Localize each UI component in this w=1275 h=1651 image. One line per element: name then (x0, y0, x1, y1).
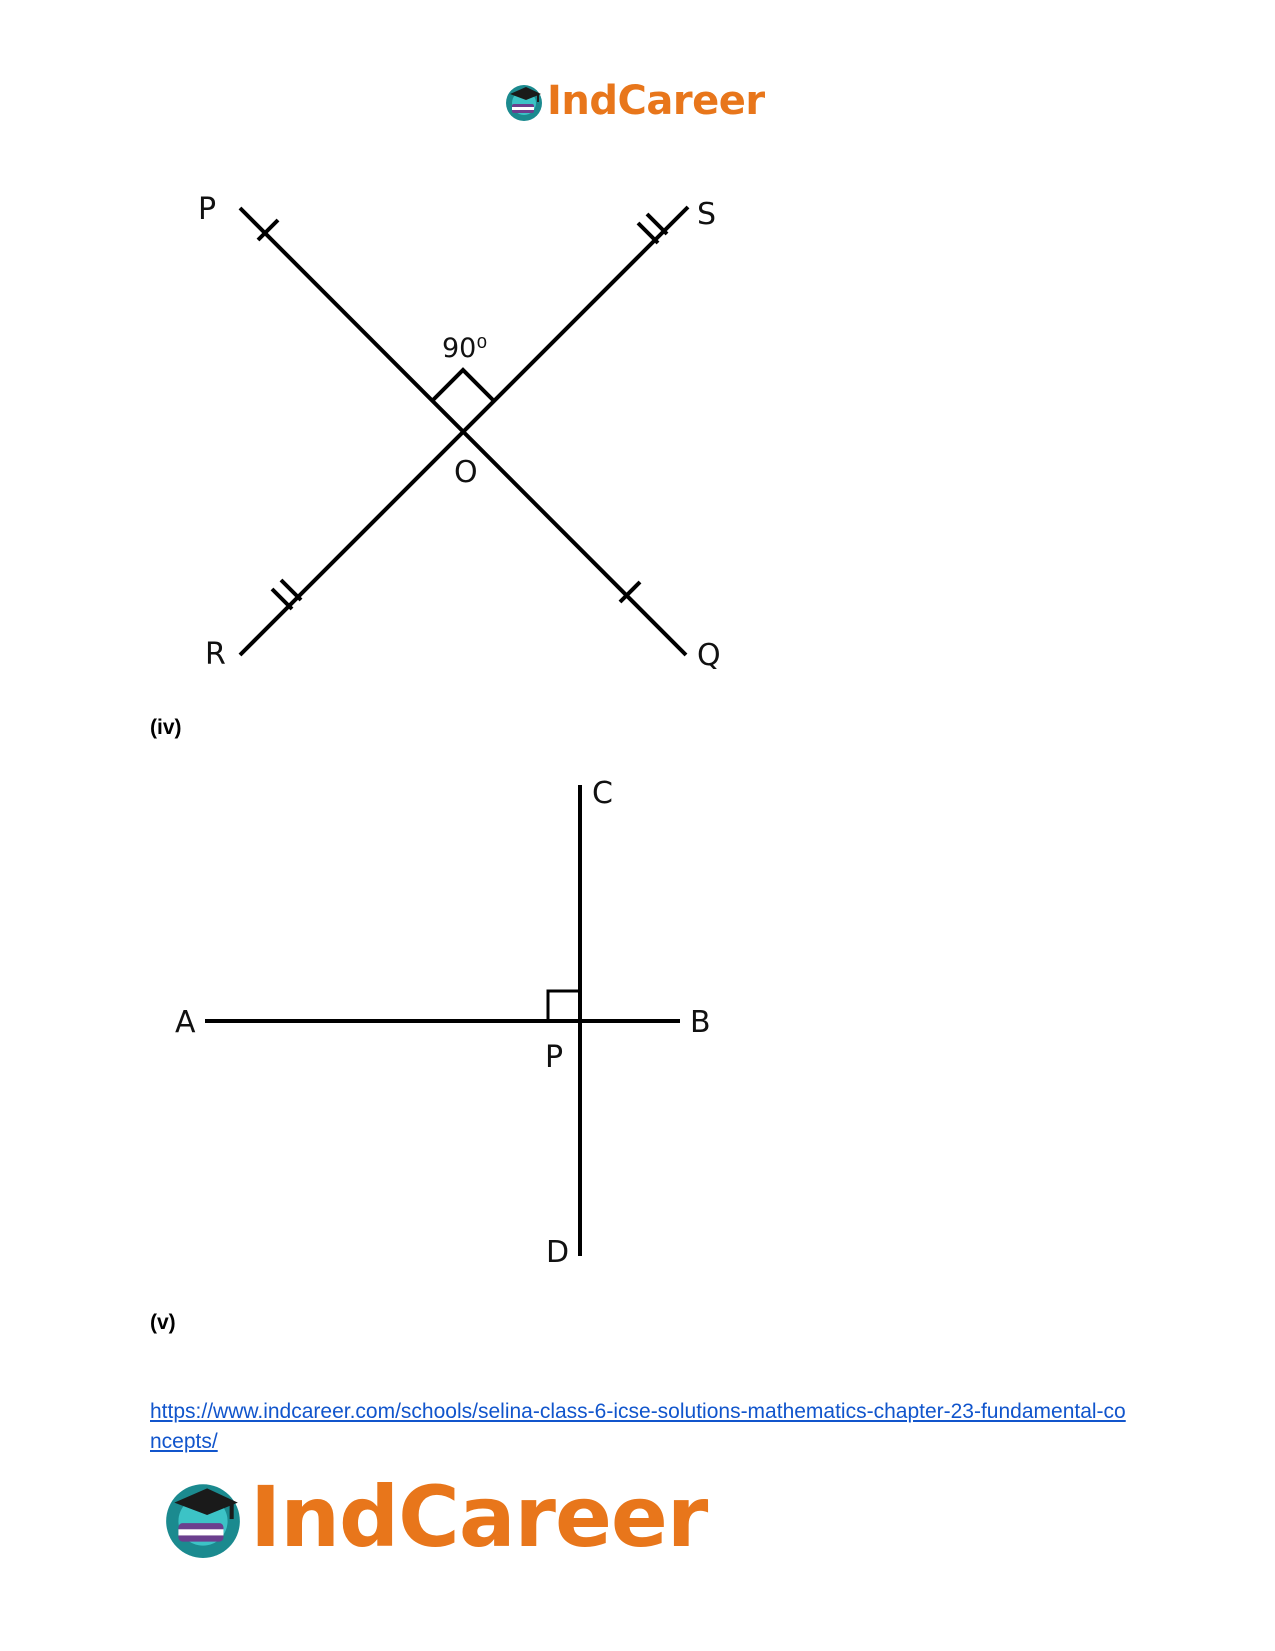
tick-or-1 (272, 589, 292, 609)
label-c: C (592, 776, 613, 811)
figure-iv-caption: (iv) (150, 716, 182, 739)
header-logo (503, 78, 765, 124)
logo-text: IndCareer (547, 78, 765, 124)
tick-os-1 (638, 223, 658, 243)
right-angle-marker (433, 370, 493, 400)
source-link[interactable]: https://www.indcareer.com/schools/selina-class-6-icse-solutions-mathematics-chapter-23-fundamental-concepts/ (150, 1400, 1126, 1453)
label-q: Q (697, 638, 721, 673)
label-s: S (697, 197, 717, 232)
tick-or-2 (281, 580, 301, 600)
graduation-cap-icon (503, 80, 545, 122)
right-angle-marker (548, 991, 580, 1021)
label-p: P (198, 192, 217, 227)
label-r: R (205, 637, 226, 672)
label-b: B (690, 1005, 711, 1040)
angle-label: 90⁰ (442, 333, 488, 364)
tick-os-2 (647, 214, 667, 234)
figure-v-caption: (v) (150, 1311, 176, 1334)
label-a: A (175, 1005, 196, 1040)
figure-v-diagram (160, 770, 730, 1280)
footer-logo (160, 1468, 707, 1566)
label-o: O (454, 455, 478, 490)
label-p: P (545, 1040, 564, 1075)
graduation-cap-icon (160, 1474, 246, 1560)
logo-text: IndCareer (250, 1468, 708, 1566)
figure-iv-diagram (180, 180, 740, 690)
label-d: D (546, 1235, 570, 1270)
